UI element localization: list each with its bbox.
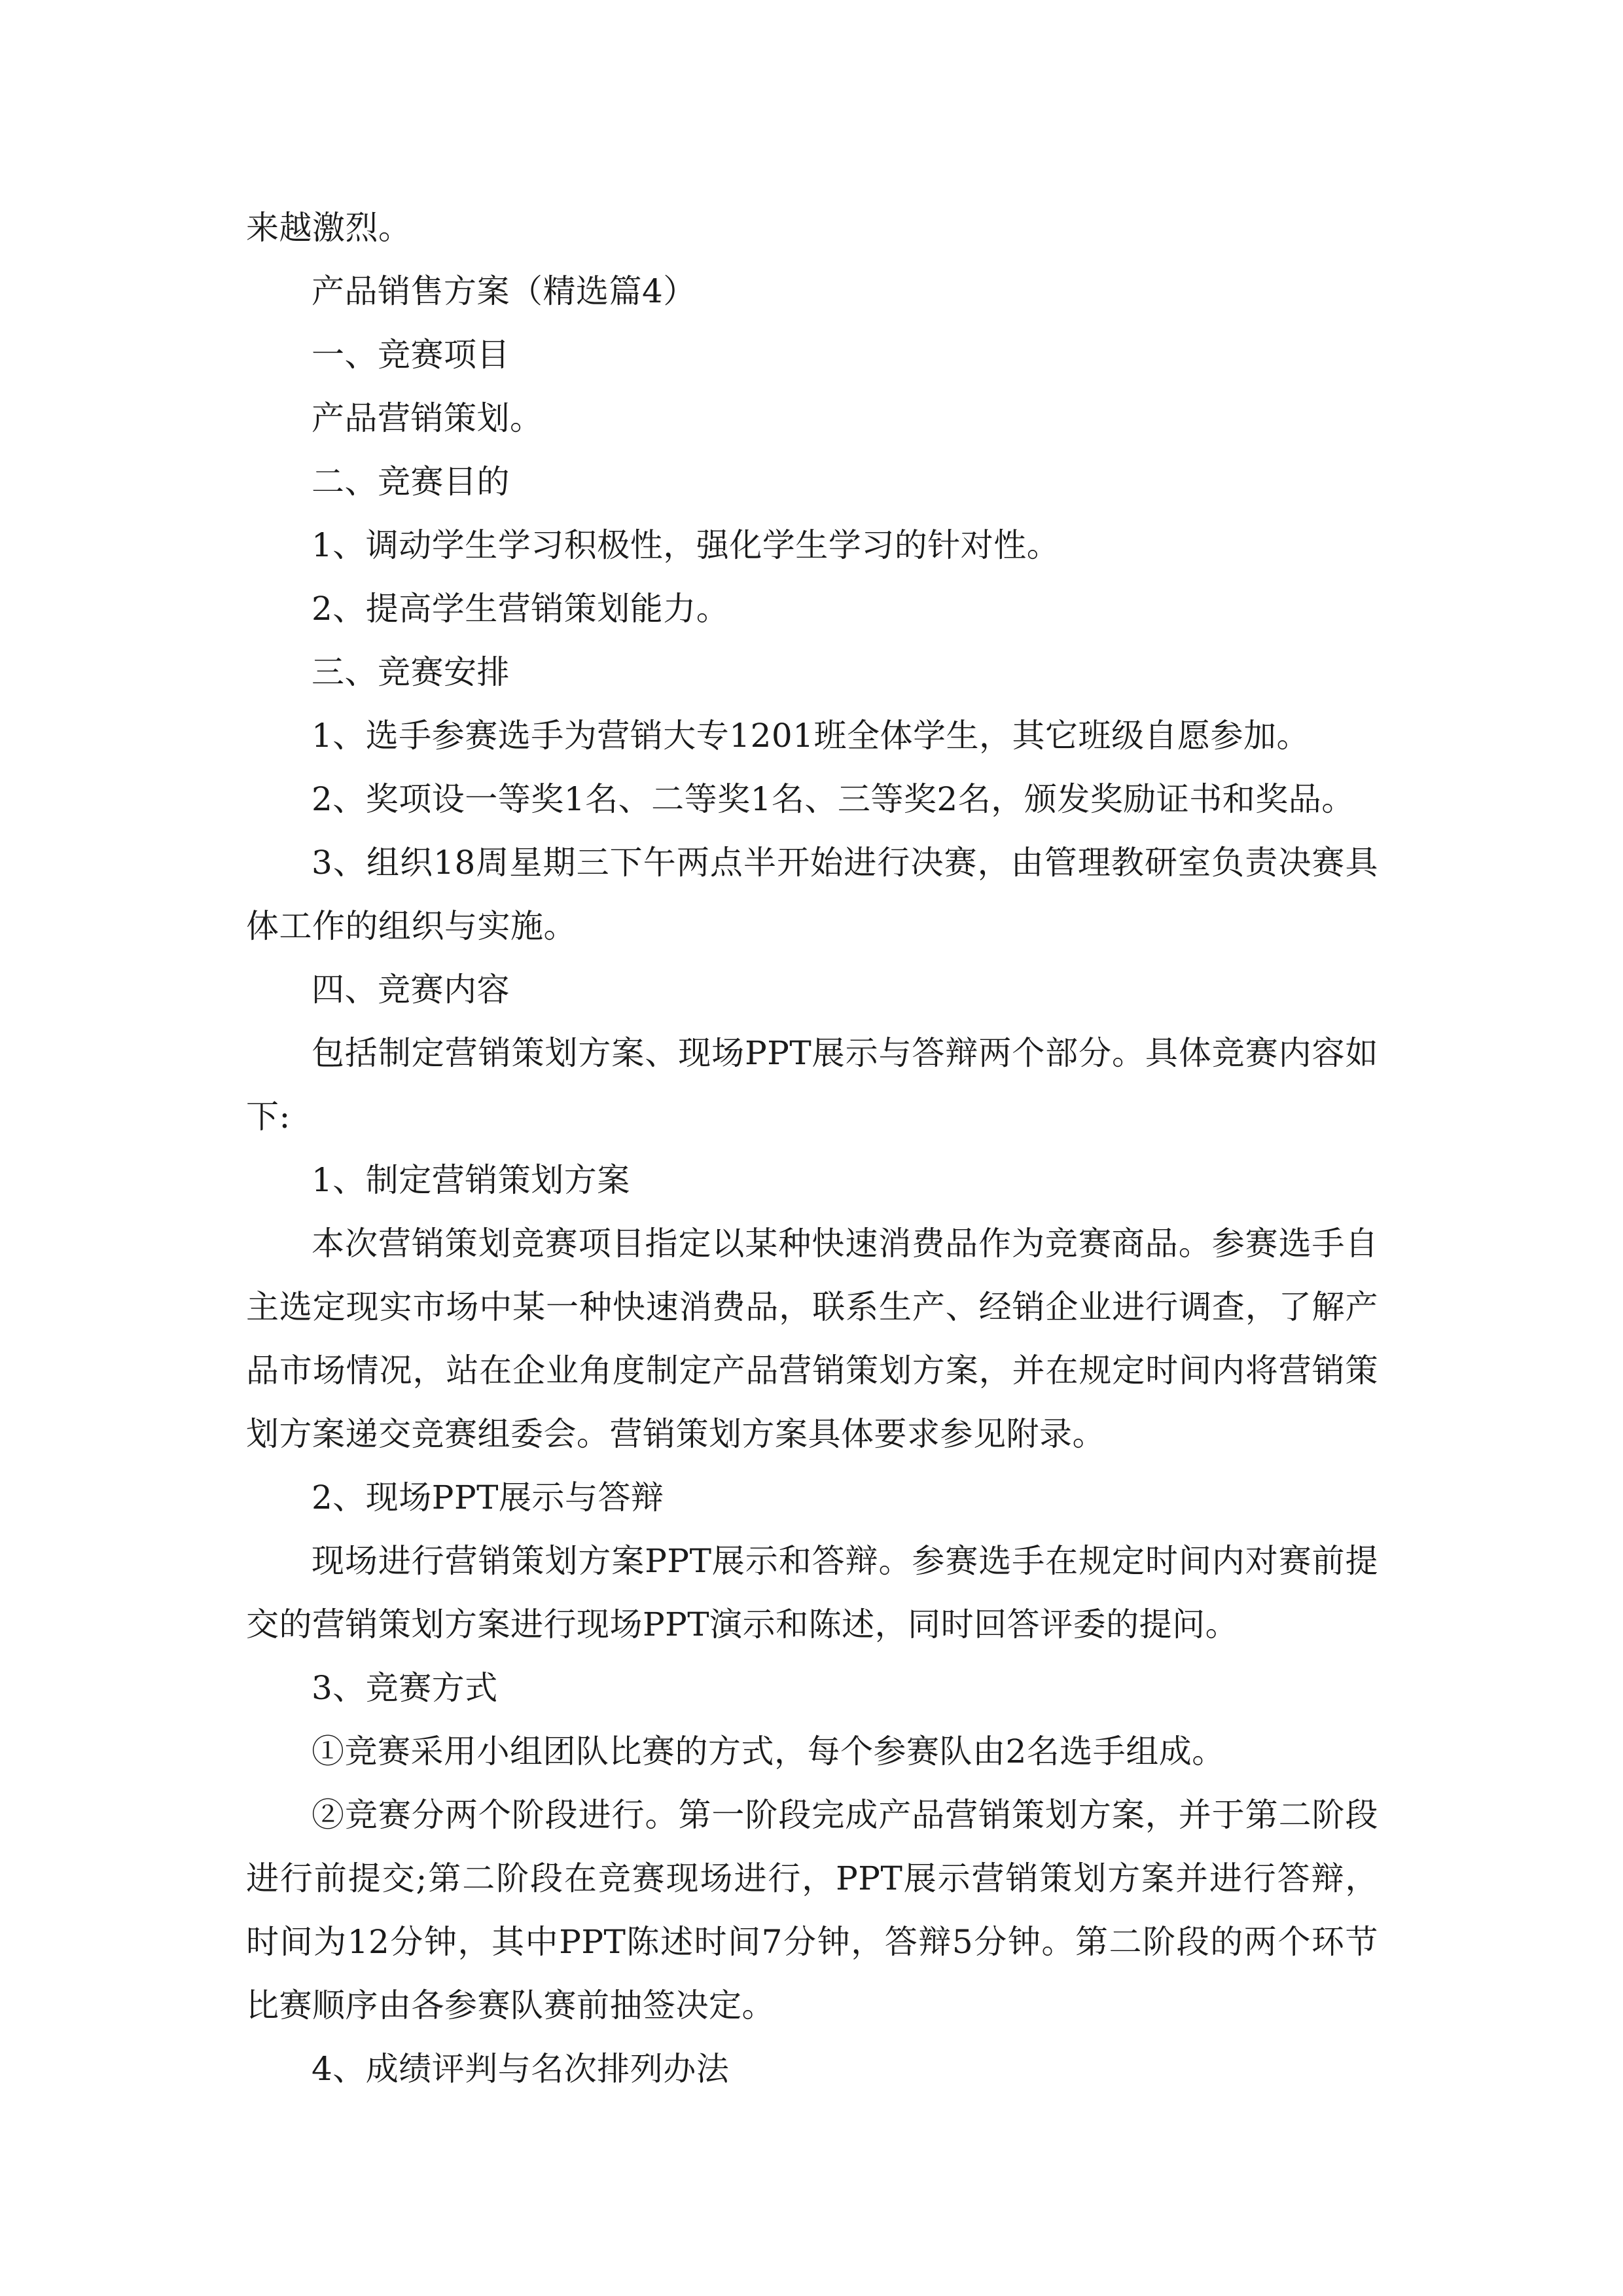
list-item: 1、选手参赛选手为营销大专1201班全体学生，其它班级自愿参加。: [312, 717, 1310, 755]
paragraph: 本次营销策划竞赛项目指定以某种快速消费品作为竞赛商品。参赛选手自主选定现实市场中某一种快速消费品，联系生产、经销企业进行调查，了解产品市场情况，站在企业角度制定产品营销策划方案，并在规定时间内将营销策划方案递交竞赛组委会。营销策划方案具体要求参见附录。: [246, 1225, 1378, 1453]
paragraph: 包括制定营销策划方案、现场PPT展示与答辩两个部分。具体竞赛内容如下:: [246, 1034, 1378, 1136]
paragraph: 产品营销策划。: [312, 399, 543, 437]
heading-competition-item: 一、竞赛项目: [312, 336, 510, 374]
subheading: 4、成绩评判与名次排列办法: [312, 2050, 730, 2088]
heading-competition-content: 四、竞赛内容: [312, 971, 510, 1009]
paragraph-continuation: 来越激烈。: [246, 209, 412, 247]
list-item: 2、提高学生营销策划能力。: [312, 590, 730, 628]
subheading: 2、现场PPT展示与答辩: [312, 1479, 664, 1516]
subheading: 1、制定营销策划方案: [312, 1161, 630, 1199]
paragraph: 现场进行营销策划方案PPT展示和答辩。参赛选手在规定时间内对赛前提交的营销策划方案进行现场PPT演示和陈述，同时回答评委的提问。: [246, 1542, 1378, 1643]
list-item: ②竞赛分两个阶段进行。第一阶段完成产品营销策划方案，并于第二阶段进行前提交;第二阶段在竞赛现场进行，PPT展示营销策划方案并进行答辩，时间为12分钟，其中PPT陈述时间7分钟，答辩5分钟。第二阶段的两个环节比赛顺序由各参赛队赛前抽签决定。: [246, 1796, 1378, 2024]
section-title: 产品销售方案（精选篇4）: [312, 272, 696, 310]
subheading: 3、竞赛方式: [312, 1669, 498, 1707]
list-item: ①竞赛采用小组团队比赛的方式，每个参赛队由2名选手组成。: [312, 1732, 1225, 1770]
heading-competition-arrangement: 三、竞赛安排: [312, 653, 510, 691]
list-item: 2、奖项设一等奖1名、二等奖1名、三等奖2名，颁发奖励证书和奖品。: [312, 780, 1355, 818]
heading-competition-purpose: 二、竞赛目的: [312, 463, 510, 501]
list-item: 3、组织18周星期三下午两点半开始进行决赛，由管理教研室负责决赛具体工作的组织与实施。: [246, 844, 1378, 945]
document-body: [246, 196, 1378, 2101]
list-item: 1、调动学生学习积极性，强化学生学习的针对性。: [312, 526, 1060, 564]
